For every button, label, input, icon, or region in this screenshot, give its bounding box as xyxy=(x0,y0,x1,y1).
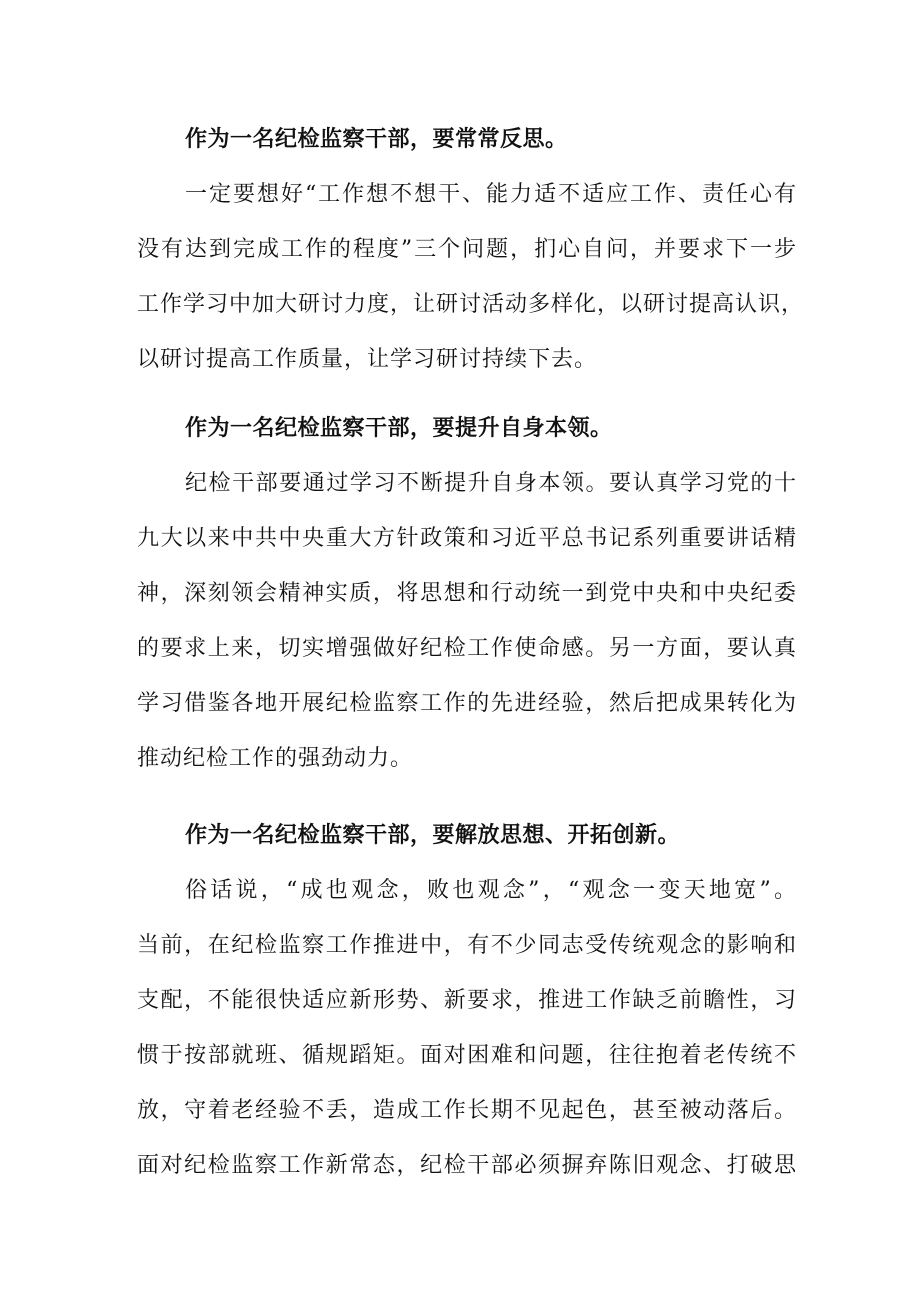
paragraph-line: 惯于按部就班、循规蹈矩。面对困难和问题，往往抱着老传统不 xyxy=(137,1043,797,1068)
section-heading: 作为一名纪检监察干部，要解放思想、开拓创新。 xyxy=(185,823,681,848)
paragraph-line: 一定要想好“工作想不想干、能力适不适应工作、责任心有 xyxy=(185,182,797,207)
section-reflection xyxy=(137,112,805,387)
paragraph-line: 推动纪检工作的强劲动力。 xyxy=(137,746,414,771)
paragraph-line: 工作学习中加大研讨力度，让研讨活动多样化，以研讨提高认识， xyxy=(137,292,805,317)
section-skills xyxy=(137,401,797,786)
section-innovation xyxy=(137,808,797,1193)
paragraph-line: 当前，在纪检监察工作推进中，有不少同志受传统观念的影响和 xyxy=(137,933,797,958)
paragraph-line: 面对纪检监察工作新常态，纪检干部必须摒弃陈旧观念、打破思 xyxy=(137,1153,797,1178)
paragraph-line: 放，守着老经验不丢，造成工作长期不见起色，甚至被动落后。 xyxy=(137,1098,797,1123)
paragraph-line: 俗话说，“成也观念，败也观念”，“观念一变天地宽”。 xyxy=(185,878,797,903)
paragraph xyxy=(137,167,805,387)
paragraph xyxy=(137,863,797,1193)
paragraph-line: 神，深刻领会精神实质，将思想和行动统一到党中央和中央纪委 xyxy=(137,581,797,606)
paragraph-line: 的要求上来，切实增强做好纪检工作使命感。另一方面，要认真 xyxy=(137,636,797,661)
paragraph-line: 九大以来中共中央重大方针政策和习近平总书记系列重要讲话精 xyxy=(137,526,797,551)
document-body xyxy=(137,112,805,1193)
paragraph-line: 没有达到完成工作的程度”三个问题，扪心自问，并要求下一步 xyxy=(137,237,797,262)
section-heading: 作为一名纪检监察干部，要常常反思。 xyxy=(185,127,568,152)
paragraph-line: 学习借鉴各地开展纪检监察工作的先进经验，然后把成果转化为 xyxy=(137,691,797,716)
paragraph-line: 支配，不能很快适应新形势、新要求，推进工作缺乏前瞻性，习 xyxy=(137,988,797,1013)
paragraph-line: 以研讨提高工作质量，让学习研讨持续下去。 xyxy=(137,347,598,372)
paragraph xyxy=(137,456,797,786)
paragraph-line: 纪检干部要通过学习不断提升自身本领。要认真学习党的十 xyxy=(185,471,797,496)
section-heading: 作为一名纪检监察干部，要提升自身本领。 xyxy=(185,416,613,441)
